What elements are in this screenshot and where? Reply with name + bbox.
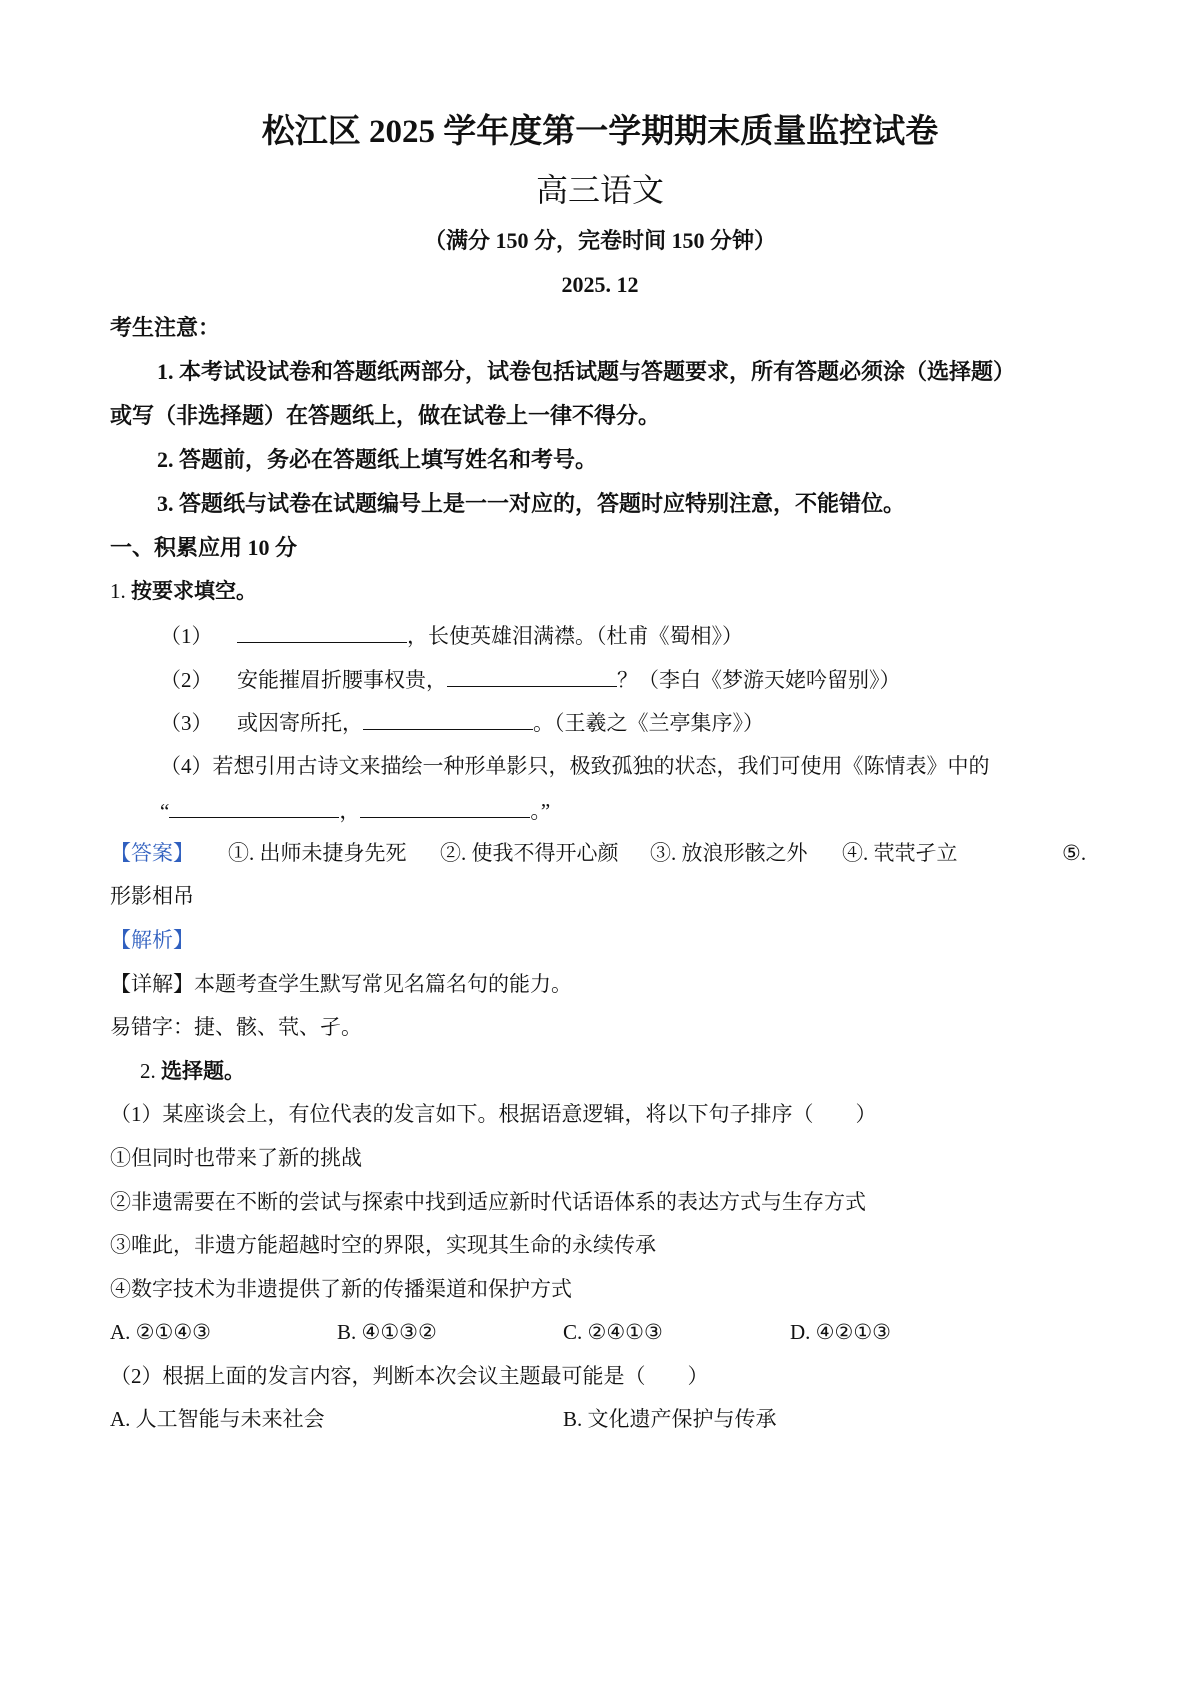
answer-2: ②. 使我不得开心颜: [440, 841, 619, 865]
option-d[interactable]: D. ④②①③: [790, 1320, 891, 1344]
answer-1: ①. 出师未捷身先死: [228, 841, 407, 865]
error-chars: 易错字：捷、骸、茕、孑。: [110, 1015, 362, 1039]
fill-blank[interactable]: [363, 707, 533, 730]
q1-item-4-close: 。”: [530, 799, 551, 823]
q2-title: 选择题。: [161, 1059, 245, 1083]
q2-sub-2: （2）根据上面的发言内容，判断本次会议主题最可能是（ ）: [110, 1364, 709, 1388]
answer-4: ④. 茕茕孑立: [842, 841, 958, 865]
option-a[interactable]: A. ②①④③: [110, 1320, 211, 1344]
q1-number: 1.: [110, 579, 131, 603]
q1-item-4-line-2: [160, 795, 1090, 826]
notice-item-1-line-2: 或写（非选择题）在答题纸上，做在试卷上一律不得分。: [110, 403, 661, 428]
score-info: （满分 150 分，完卷时间 150 分钟）: [423, 228, 776, 253]
section-heading: 一、积累应用 10 分: [110, 535, 298, 560]
q1-item-2-pre: 安能摧眉折腰事权贵，: [237, 668, 447, 692]
option-a[interactable]: A. 人工智能与未来社会: [110, 1407, 325, 1431]
option-b[interactable]: B. ④①③②: [337, 1320, 437, 1344]
analysis-label: 【解析】: [110, 928, 194, 952]
notice-item-2: 2. 答题前，务必在答题纸上填写姓名和考号。: [157, 447, 598, 472]
notice-heading: 考生注意：: [110, 315, 221, 340]
q2-number: 2.: [140, 1059, 161, 1083]
answer-5-text: 形影相吊: [110, 884, 194, 908]
q1-item-1-number: （1）: [160, 624, 213, 648]
analysis-detail: [110, 969, 1090, 999]
fill-blank[interactable]: [360, 795, 530, 818]
exam-title: 松江区 2025 学年度第一学期期末质量监控试卷: [261, 114, 939, 150]
sentence-2: ②非遗需要在不断的尝试与探索中找到适应新时代话语体系的表达方式与生存方式: [110, 1190, 866, 1214]
q1-item-1-text: ，长使英雄泪满襟。（杜甫《蜀相》）: [407, 624, 743, 648]
notice-item-1-line-1: 1. 本考试设试卷和答题纸两部分，试卷包括试题与答题要求，所有答题必须涂（选择题）: [157, 359, 1016, 384]
sentence-4: ④数字技术为非遗提供了新的传播渠道和保护方式: [110, 1277, 572, 1301]
option-b[interactable]: B. 文化遗产保护与传承: [563, 1407, 777, 1431]
q1-item-3-post: 。（王羲之《兰亭集序》）: [533, 711, 764, 735]
q1-item-3-pre: 或因寄所托，: [237, 711, 363, 735]
q1-item-4-line-1: （4）若想引用古诗文来描绘一种形单影只，极致孤独的状态，我们可使用《陈情表》中的: [160, 754, 990, 778]
fill-blank[interactable]: [169, 795, 339, 818]
option-c[interactable]: C. ②④①③: [563, 1320, 663, 1344]
q1-item-2: [160, 664, 1090, 695]
q1-prompt-text: 按要求填空。: [131, 579, 257, 603]
answer-row: [110, 838, 1090, 868]
q2-heading: [140, 1056, 1090, 1086]
q2-sub-1: （1）某座谈会上，有位代表的发言如下。根据语意逻辑，将以下句子排序（ ）: [110, 1102, 877, 1126]
sentence-3: ③唯此，非遗方能超越时空的界限，实现其生命的永续传承: [110, 1233, 656, 1257]
q1-item-3-number: （3）: [160, 711, 213, 735]
q1-item-4-open-quote: “: [160, 799, 170, 823]
q1-item-1: [160, 620, 1090, 651]
fill-blank[interactable]: [237, 620, 407, 643]
answer-5: ⑤.: [1062, 841, 1087, 865]
notice-item-3: 3. 答题纸与试卷在试题编号上是一一对应的，答题时应特别注意，不能错位。: [157, 491, 906, 516]
q1-item-2-post: ？（李白《梦游天姥吟留别》）: [617, 668, 901, 692]
detail-label: 【详解】: [110, 972, 194, 996]
answer-label: 【答案】: [110, 841, 194, 865]
detail-text: 本题考查学生默写常见名篇名句的能力。: [194, 972, 572, 996]
exam-subject: 高三语文: [535, 172, 664, 208]
fill-blank[interactable]: [447, 664, 617, 687]
q1-item-2-number: （2）: [160, 668, 213, 692]
sentence-1: ①但同时也带来了新的挑战: [110, 1146, 362, 1170]
answer-3: ③. 放浪形骸之外: [650, 841, 808, 865]
q1-item-3: [160, 707, 1090, 738]
q1-item-4-comma: ，: [339, 799, 361, 823]
q1-prompt: [110, 576, 1090, 606]
exam-date: 2025. 12: [561, 272, 639, 297]
